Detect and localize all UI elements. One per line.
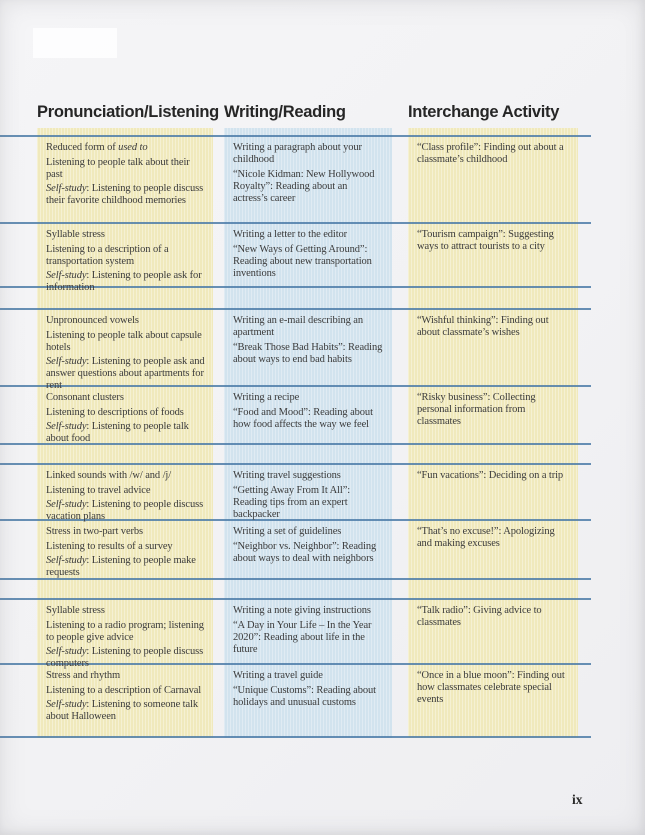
cell-paragraph: Self-study: Listening to people discuss their favorite childhood memories [46, 183, 204, 207]
cell-interchange-activity [408, 309, 578, 384]
column-header-writing-reading: Writing/Reading [224, 103, 346, 121]
cell-paragraph: Writing a note giving instructions [233, 605, 371, 616]
cell-paragraph: Self-study: Listening to someone talk about Halloween [46, 699, 199, 723]
cell-pronunciation-listening [37, 386, 213, 445]
cell-paragraph: “Talk radio”: Giving advice to classmates [417, 605, 542, 629]
cell-writing-reading [224, 599, 392, 662]
cell-pronunciation-listening [37, 599, 213, 670]
cell-paragraph: Writing a paragraph about your childhood [233, 142, 362, 166]
cell-writing-reading [224, 664, 392, 735]
cell-interchange-activity [408, 464, 578, 518]
cell-paragraph: Self-study: Listening to people talk about food [46, 421, 189, 445]
cell-paragraph: “Tourism campaign”: Suggesting ways to attract tourists to a city [417, 229, 554, 253]
cell-pronunciation-listening [37, 223, 213, 294]
table-row [0, 464, 645, 523]
cell-paragraph: “New Ways of Getting Around”: Reading about new transportation inventions [233, 243, 372, 279]
cell-paragraph: Writing a set of guidelines [233, 526, 342, 537]
cell-paragraph: Writing travel suggestions [233, 470, 341, 481]
cell-writing-reading [224, 520, 392, 577]
cell-paragraph: “Class profile”: Finding out about a classmate’s childhood [417, 142, 564, 166]
table-row [0, 599, 645, 670]
cell-paragraph: Listening to a description of a transportation system [46, 243, 169, 267]
cell-paragraph: Listening to a radio program; listening to people give advice [46, 619, 204, 643]
cell-paragraph: Stress in two-part verbs [46, 526, 144, 537]
cell-paragraph: “Nicole Kidman: New Hollywood Royalty”: Reading about an actress’s career [233, 168, 375, 204]
cell-paragraph: Consonant clusters [46, 392, 124, 403]
cell-paragraph: Writing a letter to the editor [233, 229, 348, 240]
cell-paragraph: “Food and Mood”: Reading about how food affects the way we feel [233, 406, 373, 430]
cell-paragraph: Writing a travel guide [233, 670, 323, 681]
cell-paragraph: Self-study: Listening to people discuss computers [46, 646, 204, 670]
cell-paragraph: Listening to travel advice [46, 484, 151, 496]
cell-pronunciation-listening [37, 464, 213, 523]
cell-writing-reading [224, 464, 392, 518]
cell-paragraph: Self-study: Listening to people discuss vacation plans [46, 499, 204, 523]
column-header-interchange-activity: Interchange Activity [408, 103, 560, 121]
cell-interchange-activity [408, 664, 578, 735]
cell-paragraph: “Break Those Bad Habits”: Reading about ways to end bad habits [233, 341, 383, 365]
cell-paragraph: “Wishful thinking”: Finding out about classmate’s wishes [417, 315, 549, 339]
cell-pronunciation-listening [37, 309, 213, 392]
cell-paragraph: “That’s no excuse!”: Apologizing and making excuses [417, 526, 555, 550]
cell-writing-reading [224, 136, 392, 221]
column-header-pronunciation-listening: Pronunciation/Listening [37, 103, 219, 121]
cell-paragraph: Syllable stress [46, 605, 105, 616]
cell-paragraph: Writing an e-mail describing an apartment [233, 315, 364, 339]
cell-paragraph: “A Day in Your Life – In the Year 2020”: Reading about life in the future [233, 619, 372, 655]
page-number: ix [572, 792, 583, 807]
cell-paragraph: Writing a recipe [233, 392, 300, 403]
cell-paragraph: Self-study: Listening to people make requests [46, 555, 196, 579]
cell-paragraph: Listening to people talk about their past [46, 156, 190, 180]
cell-interchange-activity [408, 386, 578, 442]
cell-paragraph: “Unique Customs”: Reading about holidays and unusual customs [233, 684, 377, 708]
cell-interchange-activity [408, 520, 578, 577]
cell-paragraph: “Risky business”: Collecting personal information from classmates [417, 392, 536, 428]
table-row [0, 136, 645, 221]
cell-paragraph: Reduced form of used to [46, 142, 148, 153]
cell-pronunciation-listening [37, 520, 213, 577]
cell-writing-reading [224, 309, 392, 384]
cell-paragraph: Linked sounds with /w/ and /j/ [46, 470, 172, 481]
cell-paragraph: Listening to a description of Carnaval [46, 684, 202, 696]
cell-paragraph: “Once in a blue moon”: Finding out how classmates celebrate special events [417, 670, 565, 706]
cell-paragraph: Self-study: Listening to people ask for information [46, 270, 202, 294]
cell-paragraph: Listening to results of a survey [46, 540, 173, 552]
cell-paragraph: “Getting Away From It All”: Reading tips from an expert backpacker [233, 484, 351, 520]
table-row [0, 309, 645, 392]
table-row [0, 520, 645, 577]
cell-pronunciation-listening [37, 136, 213, 221]
cell-paragraph: Unpronounced vowels [46, 315, 139, 326]
cell-pronunciation-listening [37, 664, 213, 735]
cell-paragraph: “Fun vacations”: Deciding on a trip [417, 470, 564, 481]
cell-writing-reading [224, 386, 392, 442]
cell-paragraph: “Neighbor vs. Neighbor”: Reading about ways to deal with neighbors [233, 540, 377, 564]
table-row [0, 664, 645, 735]
scan-artifact [33, 28, 117, 58]
table-row [0, 386, 645, 445]
row-divider [0, 736, 591, 738]
cell-paragraph: Listening to people talk about capsule hotels [46, 329, 202, 353]
cell-writing-reading [224, 223, 392, 285]
cell-paragraph: Stress and rhythm [46, 670, 121, 681]
cell-interchange-activity [408, 136, 578, 221]
cell-interchange-activity [408, 223, 578, 285]
cell-paragraph: Self-study: Listening to people ask and answer questions about apartments for rent [46, 356, 205, 392]
table-row [0, 223, 645, 294]
cell-paragraph: Syllable stress [46, 229, 105, 240]
cell-paragraph: Listening to descriptions of foods [46, 406, 184, 418]
cell-interchange-activity [408, 599, 578, 662]
